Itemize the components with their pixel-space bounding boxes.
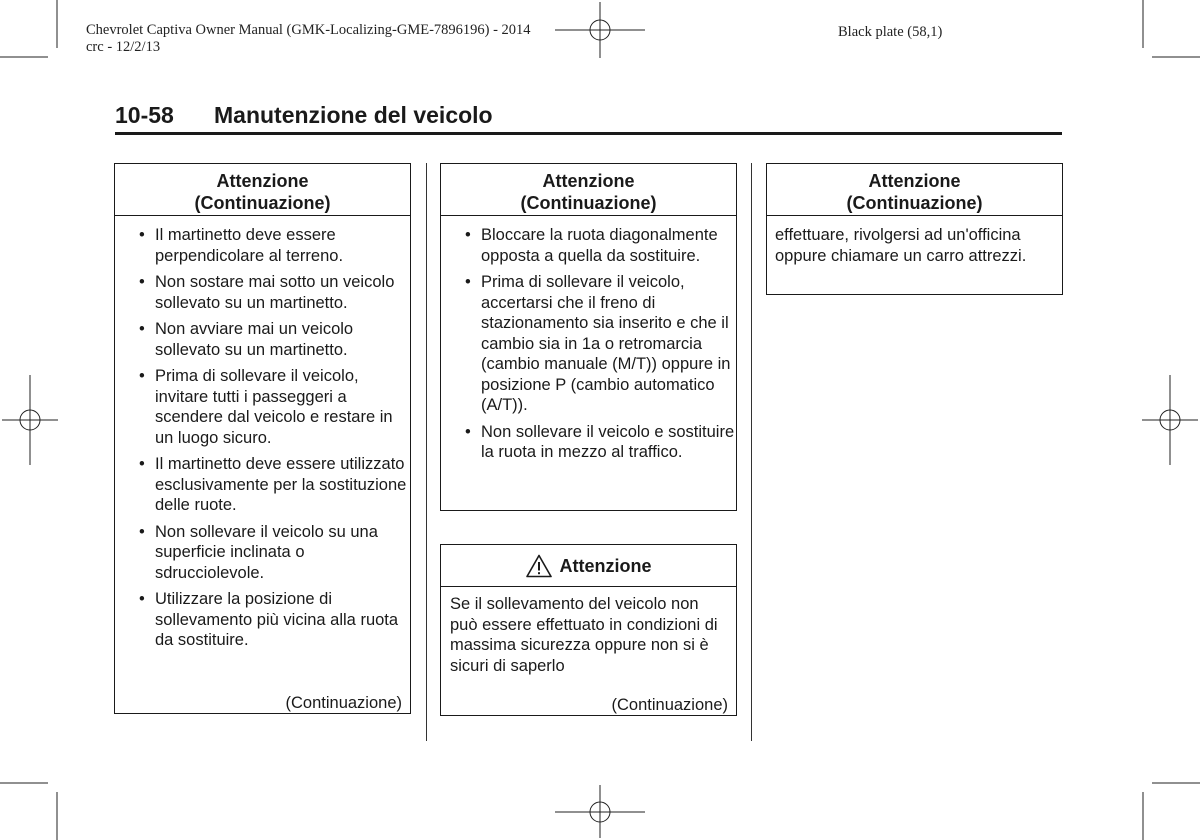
caution-heading-continued: (Continuazione) [846, 193, 983, 213]
caution-box-col2 [440, 163, 737, 511]
caution-text: effettuare, rivolgersi ad un'officina oppure chiamare un carro attrezzi. [775, 226, 1027, 265]
page-title: Manutenzione del veicolo [214, 102, 493, 128]
list-item: • Prima di sollevare il veicolo, accertarsi che il freno di stazionamento sia inserito e che il cambio sia in 1a o retromarcia (cambio manuale (M/T)) oppure in posizione P (cambio automatico (A/T)). [465, 273, 731, 414]
list-item: • Il martinetto deve essere utilizzato esclusivamente per la sostituzione delle ruote. [139, 455, 407, 514]
caution-list [115, 225, 410, 651]
page-number: 10-58 [115, 102, 174, 128]
list-item: • Non sostare mai sotto un veicolo sollevato su un martinetto. [139, 273, 395, 312]
list-item: • Non sollevare il veicolo e sostituire la ruota in mezzo al traffico. [465, 422, 735, 461]
print-header-line2: crc - 12/2/13 [86, 39, 161, 55]
column-divider [751, 163, 752, 741]
registration-mark-top [555, 2, 645, 58]
caution-heading [441, 164, 736, 216]
registration-mark-left [2, 375, 58, 465]
list-item: • Non sollevare il veicolo su una superficie inclinata o sdrucciolevole. [139, 522, 378, 582]
continued-label: (Continuazione) [611, 696, 728, 714]
list-item: • Non avviare mai un veicolo sollevato su un martinetto. [139, 320, 354, 359]
caution-heading-title: Attenzione [868, 171, 961, 191]
warning-triangle-icon [526, 554, 552, 578]
list-item: • Prima di sollevare il veicolo, invitare tutti i passeggeri a scendere dal veicolo e restare in un luogo sicuro. [139, 367, 393, 447]
caution-heading [767, 164, 1062, 216]
caution-heading-continued: (Continuazione) [520, 193, 657, 213]
list-item: • Il martinetto deve essere perpendicolare al terreno. [139, 226, 344, 265]
caution-list [441, 225, 736, 463]
caution-heading [115, 164, 410, 216]
caution-body [441, 216, 736, 463]
caution-box-col1 [114, 163, 411, 714]
continued-label: (Continuazione) [285, 694, 402, 712]
print-header-line1: Chevrolet Captiva Owner Manual (GMK-Localizing-GME-7896196) - 2014 [86, 22, 531, 38]
print-header-plate: Black plate (58,1) [838, 24, 943, 40]
caution-heading-continued: (Continuazione) [194, 193, 331, 213]
column-divider [426, 163, 427, 741]
warning-heading [441, 545, 736, 587]
caution-heading-title: Attenzione [542, 171, 635, 191]
registration-mark-right [1142, 375, 1198, 465]
registration-mark-bottom [555, 785, 645, 838]
warning-box [440, 544, 737, 716]
caution-heading-title: Attenzione [216, 171, 309, 191]
list-item: • Utilizzare la posizione di sollevamento più vicina alla ruota da sostituire. [139, 590, 399, 649]
caution-box-col3 [766, 163, 1063, 295]
list-item: • Bloccare la ruota diagonalmente opposta a quella da sostituire. [465, 226, 718, 265]
caution-body [115, 216, 410, 651]
page-heading [115, 100, 1062, 135]
warning-heading-title: Attenzione [559, 555, 652, 576]
warning-text: Se il sollevamento del veicolo non può essere effettuato in condizioni di massima sicurezza oppure non si è sicuri di saperlo [450, 595, 718, 675]
